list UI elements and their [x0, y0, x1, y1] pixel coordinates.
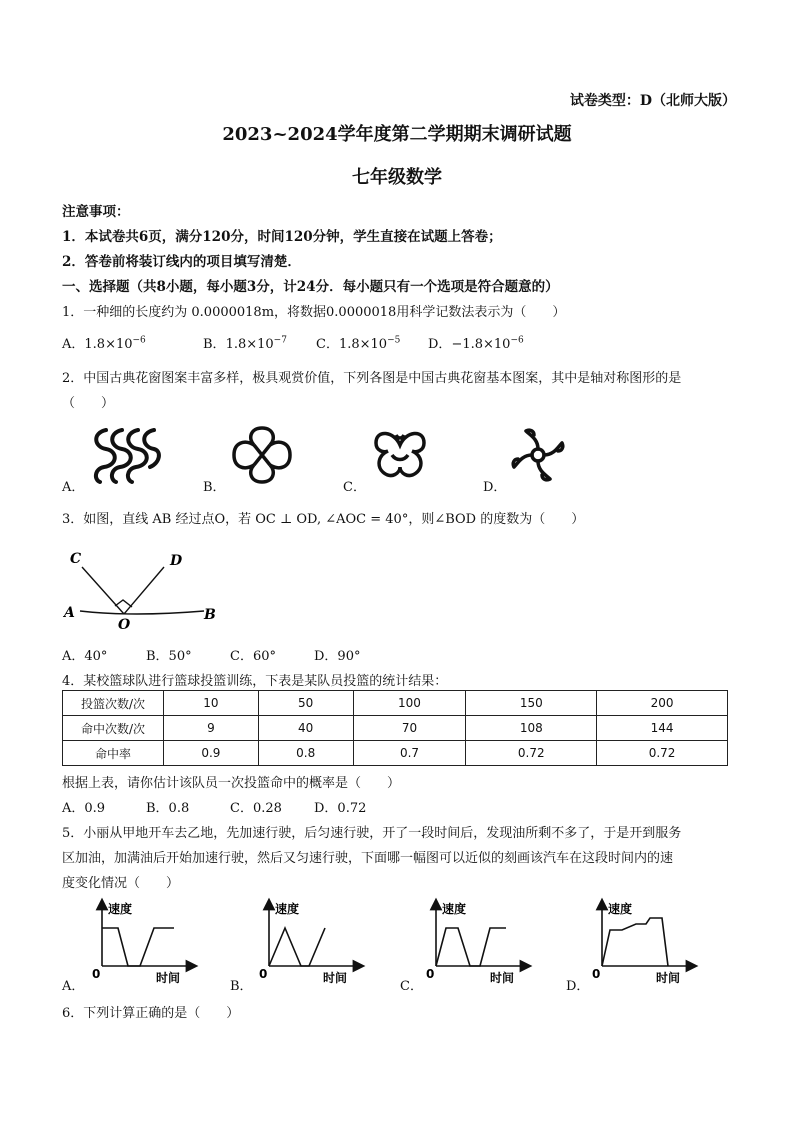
table-cell: 9 [164, 716, 259, 741]
graph-b-origin: 0 [259, 967, 268, 981]
q5-graph-b [255, 900, 365, 985]
q1-option-c: C．$1.8\times 10^{-5}$ [316, 335, 401, 352]
q2-text-line1: 2．中国古典花窗图案丰富多样，极具观赏价值，下列各图是中国古典花窗基本图案，其中是轴对称图形的是 [62, 371, 682, 386]
q4-option-d: D．0.72 [314, 801, 367, 816]
q3-option-d: D．90° [314, 649, 361, 664]
q4-option-c: C．0.28 [230, 801, 282, 816]
graph-c-x-label: 时间 [490, 971, 515, 985]
table-cell: 10 [164, 691, 259, 716]
table-cell: 0.9 [164, 741, 259, 766]
table-cell: 0.72 [597, 741, 728, 766]
notes-item-2: 2．答卷前将装订线内的项目填写清楚． [62, 254, 301, 270]
table-cell: 70 [353, 716, 466, 741]
q5-text-line1: 5．小丽从甲地开车去乙地，先加速行驶，后匀速行驶，开了一段时间后，发现油所剩不多了，于是开到服务 [62, 826, 682, 841]
q5-option-b: B． [230, 979, 253, 994]
notes-item-1: 1．本试卷共6页，满分120分，时间120分钟，学生直接在试题上答卷； [62, 229, 502, 245]
q5-option-c: C． [400, 979, 423, 994]
q2-option-d: D． [483, 480, 507, 495]
table-cell: 0.72 [466, 741, 597, 766]
exam-type-label: 试卷类型：D（北师大版） [569, 93, 736, 109]
q3-label-o: O [118, 617, 131, 633]
graph-b-x-label: 时间 [323, 971, 348, 985]
q2-option-c: C． [343, 480, 366, 495]
table-cell: 200 [597, 691, 728, 716]
graph-a-origin: 0 [92, 967, 101, 981]
table-cell: 40 [258, 716, 353, 741]
q5-graph-a [88, 900, 198, 985]
pattern-a-icon [88, 425, 163, 485]
graph-c-origin: 0 [426, 967, 435, 981]
q5-option-a: A． [62, 979, 85, 994]
q3-label-b: B [204, 607, 216, 623]
table-row [63, 691, 728, 716]
q1-option-d: D．$-1.8\times 10^{-6}$ [428, 335, 524, 352]
q3-text: 3．如图，直线 AB 经过点O，若 OC ⊥ OD, ∠AOC = 40°，则∠BOD 的度数为（ ） [62, 512, 585, 527]
q3-option-b: B．50° [146, 649, 192, 664]
q1-option-a: A．$1.8\times 10^{-6}$ [62, 335, 146, 352]
q4-option-a: A．0.9 [62, 801, 106, 816]
q2-text-line2: （ ） [62, 396, 115, 411]
notes-heading: 注意事项： [62, 204, 130, 220]
q2-option-a: A． [62, 480, 85, 495]
graph-a-x-label: 时间 [156, 971, 181, 985]
table-cell: 0.8 [258, 741, 353, 766]
row-header-rate: 命中率 [63, 741, 164, 766]
pattern-d-icon [508, 425, 568, 485]
table-cell: 100 [353, 691, 466, 716]
q5-graph-c [422, 900, 532, 985]
table-cell: 50 [258, 691, 353, 716]
table-cell: 0.7 [353, 741, 466, 766]
table-cell: 144 [597, 716, 728, 741]
graph-b-y-label: 速度 [275, 902, 300, 916]
q3-option-a: A．40° [62, 649, 108, 664]
q3-angle-figure [62, 545, 222, 635]
q4-option-b: B．0.8 [146, 801, 190, 816]
q3-option-c: C．60° [230, 649, 276, 664]
table-row [63, 716, 728, 741]
q3-label-a: A [64, 605, 75, 621]
q5-option-d: D． [566, 979, 590, 994]
graph-c-y-label: 速度 [442, 902, 467, 916]
row-header-attempts: 投篮次数/次 [63, 691, 164, 716]
q1-option-b: B．$1.8\times 10^{-7}$ [203, 335, 287, 352]
graph-d-y-label: 速度 [608, 902, 633, 916]
table-cell: 108 [466, 716, 597, 741]
q2-option-b: B． [203, 480, 226, 495]
graph-d-origin: 0 [592, 967, 601, 981]
section-heading: 一、选择题（共8小题，每小题3分，计24分．每小题只有一个选项是符合题意的） [62, 279, 559, 295]
exam-subtitle: 七年级数学 [352, 167, 442, 188]
q1-text: 1．一种细的长度约为 0.0000018m，将数据0.0000018用科学记数法表示为（ ） [62, 305, 566, 320]
pattern-b-icon [230, 425, 294, 485]
q5-graph-d [588, 900, 698, 985]
pattern-c-icon [370, 425, 430, 485]
q3-label-c: C [70, 551, 82, 567]
row-header-hits: 命中次数/次 [63, 716, 164, 741]
graph-a-y-label: 速度 [108, 902, 133, 916]
table-row [63, 741, 728, 766]
q3-label-d: D [170, 553, 183, 569]
q4-text: 4．某校篮球队进行篮球投篮训练，下表是某队员投篮的统计结果： [62, 674, 448, 689]
table-cell: 150 [466, 691, 597, 716]
q4-question: 根据上表，请你估计该队员一次投篮命中的概率是（ ） [62, 776, 401, 791]
graph-d-x-label: 时间 [656, 971, 681, 985]
q5-text-line2: 区加油，加满油后开始加速行驶，然后又匀速行驶，下面哪一幅图可以近似的刻画该汽车在这段时间内的速 [62, 851, 674, 866]
q6-text: 6．下列计算正确的是（ ） [62, 1006, 240, 1021]
q5-text-line3: 度变化情况（ ） [62, 876, 180, 891]
exam-title: 2023~2024学年度第二学期期末调研试题 [222, 124, 572, 145]
q4-stats-table [62, 690, 728, 766]
